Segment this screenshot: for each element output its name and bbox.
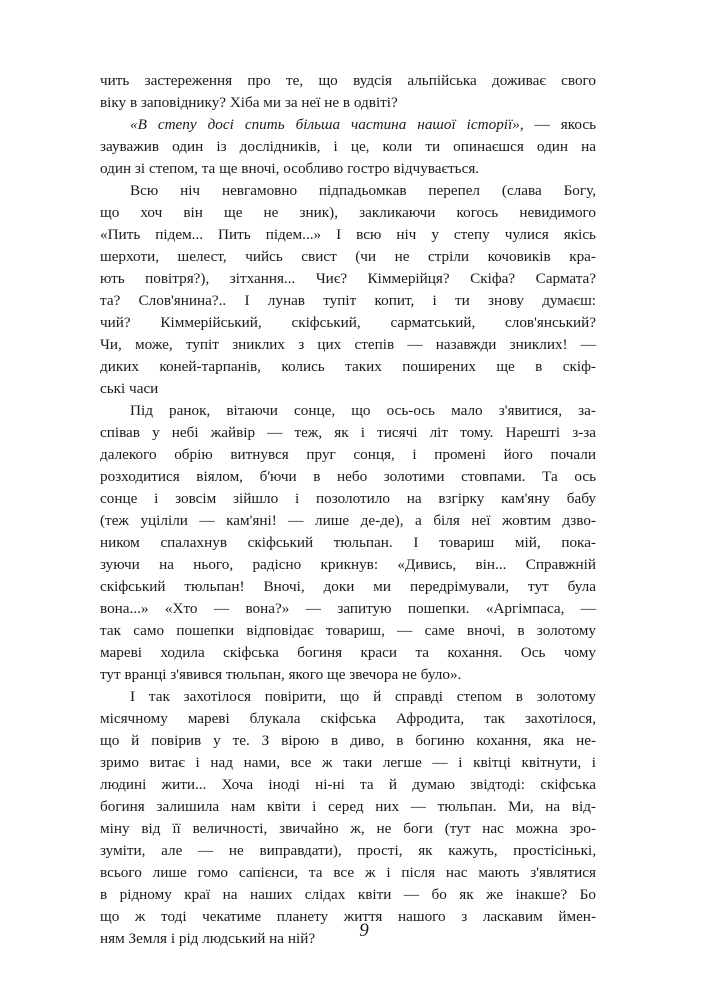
text-line: так само пошепки відповідає товариш, — саме вночі, в золотому <box>100 622 596 639</box>
text-line: скіфський тюльпан! Вночі, доки ми передрімували, тут була <box>100 578 596 595</box>
text-line: диких коней-тарпанів, колись таких поширених ще в скіф- <box>100 358 596 375</box>
text-fragment: , — якось <box>519 116 596 133</box>
text-line: Під ранок, вітаючи сонце, що ось-ось мало з'явитися, за- <box>130 402 596 419</box>
text-line: «Пить підем... Пить підем...» І всю ніч у степу чулися якісь <box>100 226 596 243</box>
text-line: І так захотілося повірити, що й справді степом в золотому <box>130 688 596 705</box>
text-line: ням Земля і рід людський на ній? <box>100 930 316 947</box>
text-line: віку в заповіднику? Хіба ми за неї не в одвіті? <box>100 94 398 111</box>
italic-quote: «В степу досі спить більша частина нашої історії» <box>130 116 520 133</box>
text-line: один зі степом, та ще вночі, особливо гостро відчувається. <box>100 160 480 177</box>
text-line: мареві ходила скіфська богиня краси та кохання. Ось чому <box>100 644 596 661</box>
text-line: тут вранці з'явився тюльпан, якого ще звечора не було». <box>100 666 462 683</box>
text-line: Чи, може, тупіт зниклих з цих степів — назавжди зниклих! — <box>100 336 596 353</box>
text-line: далекого обрію витнувся пруг сонця, і промені його почали <box>100 446 596 463</box>
text-line: сонце і зовсім зійшло і позолотило на взгірку кам'яну бабу <box>100 490 596 507</box>
text-line: міну від її величності, звичайно ж, не боги (тут нас можна зро- <box>100 820 596 837</box>
text-line: людині жити... Хоча іноді ні-ні та й думаю звідтоді: скіфська <box>100 776 596 793</box>
text-line: що й повірив у те. З вірою в диво, в богиню кохання, яка не- <box>100 732 596 749</box>
text-line: що хоч він ще не зник), закликаючи когось невидимого <box>100 204 596 221</box>
text-line: (теж уціліли — кам'яні! — лише де-де), а біля неї жовтим дзво- <box>100 512 596 529</box>
text-line: Всю ніч невгамовно підпадьомкав перепел (слава Богу, <box>130 182 596 199</box>
text-line: місячному мареві блукала скіфська Афродита, так захотілося, <box>100 710 596 727</box>
text-line: ником спалахнув скіфський тюльпан. І товариш мій, пока- <box>100 534 596 551</box>
text-line: ські часи <box>100 380 159 397</box>
text-line: всього лише гомо сапієнси, та все ж і після нас мають з'являтися <box>100 864 596 881</box>
text-line: ють повітря?), зітхання... Чиє? Кіммерійця? Скіфа? Сармата? <box>100 270 596 287</box>
text-line: співав у небі жайвір — теж, як і тисячі літ тому. Нарешті з-за <box>100 424 596 441</box>
text-line: шерхоти, шелест, чийсь свист (чи не стріли кочовиків кра- <box>100 248 596 265</box>
text-line: та? Слов'янина?.. І лунав тупіт копит, і ти знову думаєш: <box>100 292 596 309</box>
text-line: чий? Кіммерійський, скіфський, сарматський, слов'янський? <box>100 314 596 331</box>
text-line: вона...» «Хто — вона?» — запитую пошепки. «Аргімпаса, — <box>100 600 596 617</box>
text-line: зауважив один із дослідників, і це, коли ти опинаєшся один на <box>100 138 596 155</box>
text-line: розходитися віялом, б'ючи в небо золотими стовпами. Та ось <box>100 468 596 485</box>
text-line: в рідному краї на наших слідах квіти — бо як же інакше? Бо <box>100 886 596 903</box>
text-line-with-quote <box>100 114 596 136</box>
text-line: зуміти, але — не виправдати), прості, як кажуть, простісінькі, <box>100 842 596 859</box>
text-line: що ж тоді чекатиме планету життя нашого з ласкавим ймен- <box>100 908 596 925</box>
text-line: чить застереження про те, що вудсія альпійська доживає свого <box>100 72 596 89</box>
text-line: зуючи на нього, радісно крикнув: «Дивись, він... Справжній <box>100 556 596 573</box>
text-line: зримо витає і над нами, все ж таки легше — і квітці квітнути, і <box>100 754 596 771</box>
body-text <box>100 70 596 950</box>
page-number: 9 <box>359 920 369 941</box>
text-line: богиня залишила нам квіти і серед них — тюльпан. Ми, на від- <box>100 798 596 815</box>
